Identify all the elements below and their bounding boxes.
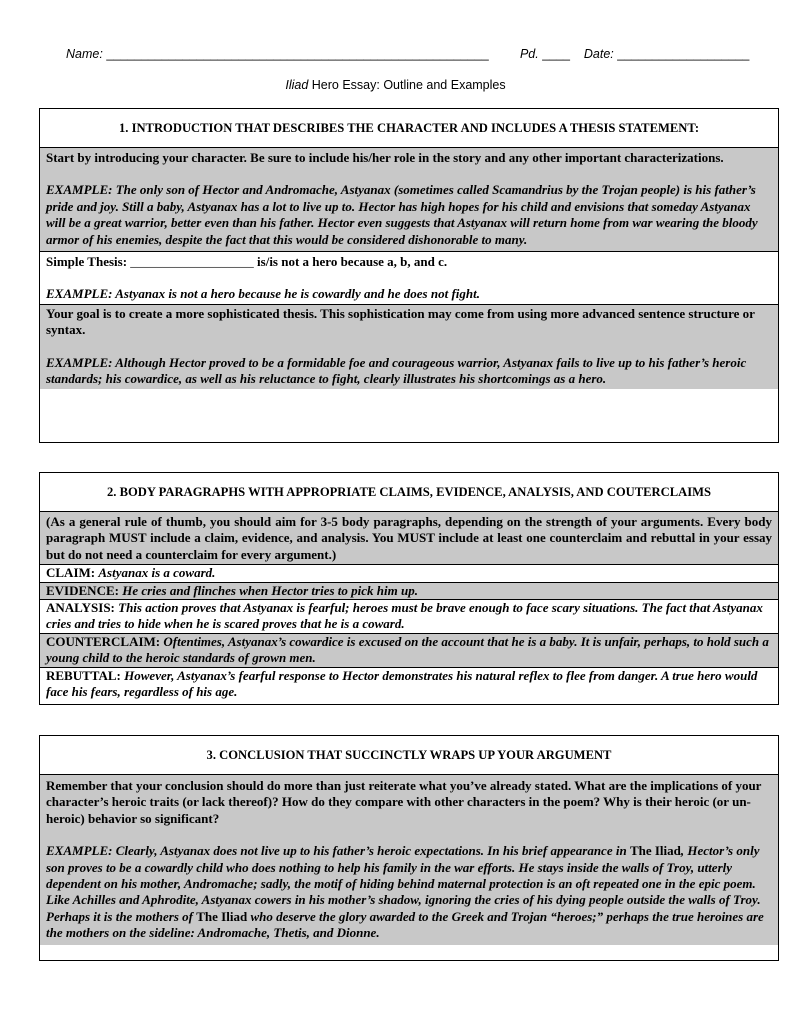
thesis-example: EXAMPLE: Astyanax is not a hero because he is cowardly and he does not fight. [46, 286, 480, 302]
counterclaim-label: COUNTERCLAIM: [46, 633, 164, 649]
date-blank[interactable]: ___________________ [617, 47, 750, 61]
counterclaim-row [40, 633, 778, 667]
claim-text: Astyanax is a coward. [98, 565, 216, 581]
section-3-heading: 3. CONCLUSION THAT SUCCINCTLY WRAPS UP YOUR ARGUMENT [40, 736, 778, 775]
analysis-text: This action proves that Astyanax is fearful; heroes must be brave enough to face scary situations. The fact that Astyanax cries and tries to hide when he is scared proves that he is a coward. [46, 600, 763, 632]
counterclaim-text: Oftentimes, Astyanax’s cowardice is excused on the account that he is a baby. It is unfair, perhaps, to hold such a young child to the heroic standards of grown men. [46, 633, 769, 666]
page-title [0, 78, 791, 92]
name-blank[interactable]: _______________________________________________________ [106, 47, 489, 61]
thesis-template: is/is not a hero because a, b, and c. [253, 254, 448, 270]
goal-instructions: Your goal is to create a more sophisticated thesis. This sophistication may come from using more advanced sentence structure or syntax. [46, 305, 755, 338]
analysis-label: ANALYSIS: [46, 600, 119, 616]
evidence-label: EVIDENCE: [46, 582, 123, 598]
section-introduction [39, 108, 779, 443]
conclusion-box [40, 775, 778, 945]
name-label: Name: [66, 47, 103, 61]
period-label: Pd. [519, 47, 539, 61]
body-rule-text: (As a general rule of thumb, you should aim for 3-5 body paragraphs, depending on the strength of your arguments. Every body paragraph MUST include a claim, evidence, and analysis. You MUST include at least one counterclaim and rebuttal in your essay but do not need a counterclaim for every argument.) [40, 512, 778, 564]
section-2-heading: 2. BODY PARAGRAPHS WITH APPROPRIATE CLAIMS, EVIDENCE, ANALYSIS, AND COUTERCLAIMS [40, 473, 778, 512]
thesis-label: Simple Thesis: [46, 254, 131, 270]
sophisticated-thesis-box [40, 304, 778, 390]
section-1-heading: 1. INTRODUCTION THAT DESCRIBES THE CHARACTER AND INCLUDES A THESIS STATEMENT: [40, 109, 778, 148]
evidence-text: He cries and flinches when Hector tries to pick him up. [122, 582, 418, 598]
intro-instructions: Start by introducing your character. Be sure to include his/her role in the story and any other important characterizations. [46, 150, 724, 165]
iliad-title-2: The Iliad [196, 908, 248, 924]
intro-example: EXAMPLE: The only son of Hector and Andromache, Astyanax (sometimes called Scamandrius by the Trojan people) is his father’s pride and joy. Still a baby, Astyanax has a lot to live up to. Hector has high hopes for his child and envisions that someday Astyanax will be a great warrior, better even than his father. Hector even suggests that Astyanax will return home from war wearing the bloody armor of his enemies, despite the fact that this would be considered dishonorable to many. [46, 182, 758, 247]
student-info-line [66, 47, 749, 61]
section-body-paragraphs [39, 472, 779, 705]
period-blank[interactable]: ____ [542, 47, 570, 61]
conclusion-instructions: Remember that your conclusion should do more than just reiterate what you’ve already stated. What are the implications of your character’s heroic traits (or lack thereof)? How do they compare with other characters in the poem? Why is their heroic (or un-heroic) behavior so significant? [46, 778, 762, 826]
rebuttal-text: However, Astyanax’s fearful response to Hector demonstrates his natural reflex to flee from danger. A true hero would face his fears, regardless of his age. [46, 667, 758, 700]
evidence-row [40, 582, 778, 599]
conclusion-example: EXAMPLE: Clearly, Astyanax does not live up to his father’s heroic expectations. In his brief appearance in The Iliad, Hector’s only son proves to be a cowardly child who does nothing to help his family in the war efforts. He stays inside the walls of Troy, utterly dependent on his mother, Andromache; sadly, the motif of hiding behind maternal protection is an oft repeated one in the epic poem. Like Achilles and Aphrodite, Astyanax cowers in his mother’s shadow, ignoring the cries of his dying people outside the walls of Troy. Perhaps it is the mothers of The Iliad who deserve the glory awarded to the Greek and Trojan “heroes;” perhaps the true heroines are the mothers on the sideline: Andromache, Thetis, and Dionne. [46, 843, 764, 941]
rebuttal-label: REBUTTAL: [46, 667, 125, 683]
title-italic: Iliad [285, 78, 309, 92]
iliad-title-1: The Iliad [629, 843, 681, 859]
claim-row [40, 564, 778, 581]
rebuttal-row [40, 667, 778, 701]
intro-instructions-box [40, 148, 778, 251]
claim-label: CLAIM: [46, 565, 99, 581]
title-rest: Hero Essay: Outline and Examples [308, 78, 506, 92]
section-conclusion [39, 735, 779, 961]
date-label: Date: [583, 47, 614, 61]
thesis-blank: ___________________ [130, 254, 254, 270]
goal-example: EXAMPLE: Although Hector proved to be a formidable foe and courageous warrior, Astyanax fails to live up to his father’s heroic standards; his cowardice, as well as his reluctance to fight, clearly illustrates his shortcomings as a hero. [46, 354, 747, 387]
simple-thesis-box [40, 251, 778, 304]
analysis-row [40, 599, 778, 633]
